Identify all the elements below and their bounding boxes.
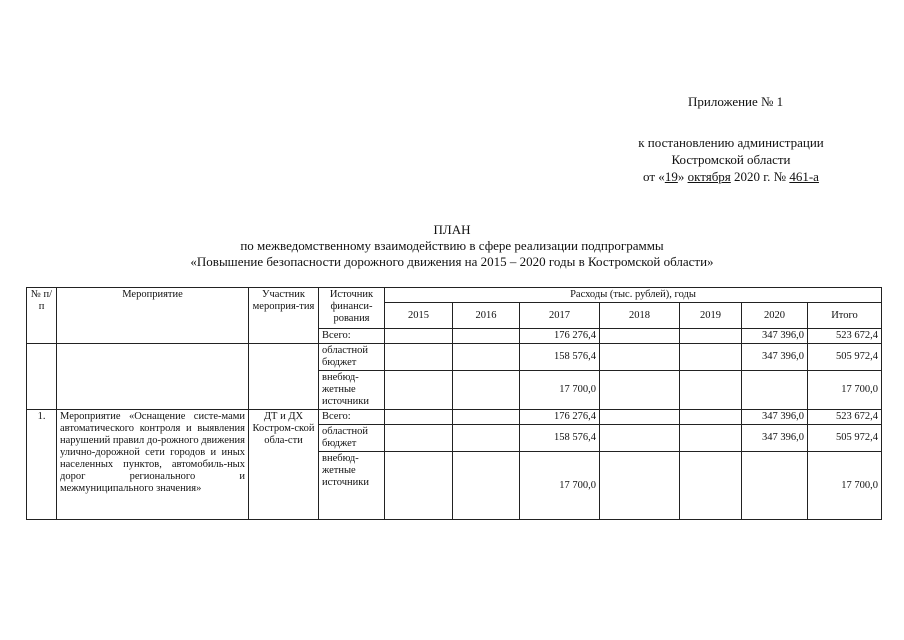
summary-participant-empty xyxy=(249,344,319,410)
col-header-expenses: Расходы (тыс. рублей), годы xyxy=(385,288,882,303)
cell: 17 700,0 xyxy=(808,371,882,410)
cell xyxy=(600,452,680,520)
cell: 523 672,4 xyxy=(808,410,882,425)
cell: 17 700,0 xyxy=(808,452,882,520)
col-header-event: Мероприятие xyxy=(57,288,249,344)
col-header-participant: Участник мероприя-тия xyxy=(249,288,319,344)
cell xyxy=(453,344,520,371)
cell: 176 276,4 xyxy=(520,410,600,425)
year-header-2019: 2019 xyxy=(680,303,742,329)
decree-date-line xyxy=(600,168,862,185)
cell xyxy=(680,452,742,520)
year-header-total: Итого xyxy=(808,303,882,329)
row1-total xyxy=(27,410,882,425)
date-day: 19 xyxy=(664,169,678,184)
summary-row-regional xyxy=(27,344,882,371)
cell: 158 576,4 xyxy=(520,425,600,452)
year-header-2017: 2017 xyxy=(520,303,600,329)
date-year: 2020 г. № xyxy=(730,169,790,184)
cell xyxy=(600,410,680,425)
cell: 347 396,0 xyxy=(742,329,808,344)
cell xyxy=(680,329,742,344)
cell xyxy=(385,329,453,344)
row1-source-extrabudget: внебюд-жетные источники xyxy=(319,452,385,520)
source-regional: областной бюджет xyxy=(319,344,385,371)
appendix-label: Приложение № 1 xyxy=(688,94,784,109)
cell xyxy=(680,425,742,452)
date-mid: » xyxy=(677,169,688,184)
document-title xyxy=(0,222,904,270)
decree-line-1: к постановлению администрации xyxy=(638,135,824,150)
decree-reference xyxy=(600,134,862,185)
year-header-2015: 2015 xyxy=(385,303,453,329)
cell xyxy=(600,329,680,344)
cell: 523 672,4 xyxy=(808,329,882,344)
cell xyxy=(680,344,742,371)
row1-source-regional: областной бюджет xyxy=(319,425,385,452)
cell xyxy=(385,425,453,452)
title-line-3: «Повышение безопасности дорожного движения на 2015 – 2020 годы в Костромской области» xyxy=(190,254,714,269)
row1-source-total: Всего: xyxy=(319,410,385,425)
year-header-2016: 2016 xyxy=(453,303,520,329)
cell: 505 972,4 xyxy=(808,425,882,452)
cell xyxy=(385,410,453,425)
cell xyxy=(742,452,808,520)
source-total: Всего: xyxy=(319,329,385,344)
cell xyxy=(600,371,680,410)
cell xyxy=(742,371,808,410)
cell xyxy=(385,371,453,410)
cell xyxy=(385,452,453,520)
cell xyxy=(453,371,520,410)
plan-table xyxy=(26,287,882,520)
cell: 158 576,4 xyxy=(520,344,600,371)
cell: 176 276,4 xyxy=(520,329,600,344)
cell: 347 396,0 xyxy=(742,410,808,425)
cell: 347 396,0 xyxy=(742,344,808,371)
cell: 347 396,0 xyxy=(742,425,808,452)
title-line-2: по межведомственному взаимодействию в сфере реализации подпрограммы xyxy=(240,238,664,253)
cell xyxy=(453,329,520,344)
header-row-1 xyxy=(27,288,882,303)
row1-number: 1. xyxy=(27,410,57,520)
cell xyxy=(453,425,520,452)
cell: 505 972,4 xyxy=(808,344,882,371)
summary-num-empty xyxy=(27,344,57,410)
document-number: 461-а xyxy=(789,169,819,184)
source-extrabudget: внебюд-жетные источники xyxy=(319,371,385,410)
cell xyxy=(680,371,742,410)
year-header-2018: 2018 xyxy=(600,303,680,329)
row1-event: Мероприятие «Оснащение систе-мами автоматического контроля и выявления нарушений правил до-рожного движения улично-дорожной сети городов и иных населенных пунктов, автомобиль-ных дорог регионального и межмуниципального значения» xyxy=(57,410,249,520)
decree-line-2: Костромской области xyxy=(671,152,791,167)
cell: 17 700,0 xyxy=(520,371,600,410)
year-header-2020: 2020 xyxy=(742,303,808,329)
cell xyxy=(453,410,520,425)
cell xyxy=(453,452,520,520)
date-prefix: от « xyxy=(643,169,665,184)
summary-event-empty xyxy=(57,344,249,410)
col-header-num: № п/п xyxy=(27,288,57,344)
date-month: октября xyxy=(687,169,731,184)
cell xyxy=(600,425,680,452)
cell xyxy=(680,410,742,425)
cell: 17 700,0 xyxy=(520,452,600,520)
title-main: ПЛАН xyxy=(433,222,471,237)
cell xyxy=(600,344,680,371)
cell xyxy=(385,344,453,371)
col-header-source: Источник финанси-рования xyxy=(319,288,385,329)
row1-participant: ДТ и ДХ Костром-ской обла-сти xyxy=(249,410,319,520)
